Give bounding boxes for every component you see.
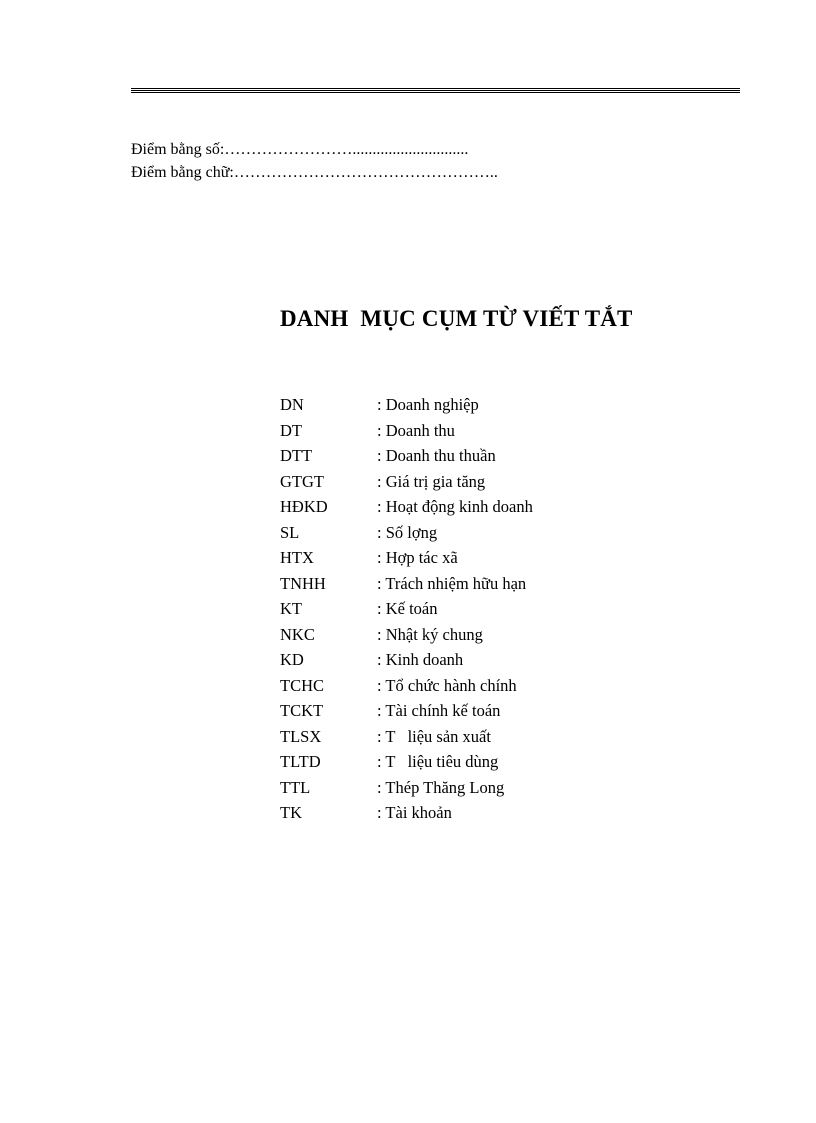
abbreviation-term: TCKT <box>280 701 324 720</box>
abbreviation-definition: : Hợp tác xã <box>377 548 458 567</box>
abbreviation-term: DN <box>280 395 304 414</box>
abbreviation-definition: : Doanh thu <box>377 420 455 440</box>
score-by-words: Điểm bằng chữ:………………………………………….. <box>131 164 498 181</box>
abbreviation-list <box>280 392 533 826</box>
abbreviation-definition: : Tài khoản <box>377 803 452 822</box>
abbreviation-row <box>280 494 533 520</box>
abbreviation-definition: : Tài chính kế toán <box>377 701 501 720</box>
abbreviation-definition: : Kinh doanh <box>377 650 464 669</box>
abbreviation-term: HĐKD <box>280 497 328 516</box>
abbreviation-row <box>280 698 533 724</box>
abbreviation-row <box>280 775 533 801</box>
abbreviation-row <box>280 622 533 648</box>
abbreviation-term: TLTD <box>280 752 321 771</box>
abbreviation-term: NKC <box>280 624 315 644</box>
abbreviation-definition: : Số lợng <box>377 522 438 542</box>
abbreviation-term: SL <box>280 522 300 542</box>
abbreviation-row <box>280 647 533 673</box>
abbreviation-row <box>280 596 533 622</box>
abbreviation-definition: : Trách nhiệm hữu hạn <box>377 573 527 593</box>
abbreviation-definition: : Thép Thăng Long <box>377 777 505 797</box>
abbreviation-row <box>280 392 533 418</box>
abbreviation-definition: : T liệu sản xuất <box>377 726 491 746</box>
abbreviation-definition: : Doanh thu thuần <box>377 446 496 465</box>
abbreviation-row <box>280 443 533 469</box>
abbreviation-term: DT <box>280 420 302 440</box>
abbreviation-row <box>280 571 533 597</box>
abbreviation-definition: : Doanh nghiệp <box>377 395 479 414</box>
abbreviation-term: KD <box>280 650 304 669</box>
header-rule-inner-line <box>131 90 740 91</box>
abbreviation-row <box>280 749 533 775</box>
abbreviation-term: DTT <box>280 446 313 465</box>
abbreviation-definition: : Giá trị gia tăng <box>377 471 486 491</box>
abbreviation-definition: : Kế toán <box>377 599 438 618</box>
abbreviation-term: TCHC <box>280 675 325 695</box>
abbreviation-term: TLSX <box>280 726 322 746</box>
header-double-rule <box>131 88 740 93</box>
abbreviation-term: TTL <box>280 777 311 797</box>
abbreviation-term: TK <box>280 803 302 822</box>
abbreviation-term: TNHH <box>280 573 326 593</box>
abbreviation-row <box>280 469 533 495</box>
abbreviation-row <box>280 673 533 699</box>
abbreviation-definition: : T liệu tiêu dùng <box>377 752 499 771</box>
score-block <box>131 138 498 184</box>
abbreviation-definition: : Hoạt động kinh doanh <box>377 497 533 516</box>
abbreviation-definition: : Nhật ký chung <box>377 624 483 644</box>
abbreviation-row <box>280 724 533 750</box>
abbreviation-term: GTGT <box>280 471 324 491</box>
abbreviation-row <box>280 520 533 546</box>
abbreviation-definition: : Tổ chức hành chính <box>377 675 517 695</box>
abbreviation-row <box>280 800 533 826</box>
abbreviation-term: KT <box>280 599 302 618</box>
abbreviation-row <box>280 545 533 571</box>
score-by-number: Điểm bằng số:……………………............................. <box>131 141 469 158</box>
abbreviation-row <box>280 418 533 444</box>
page-title: DANH MỤC CỤM TỪ VIẾT TẮT <box>280 306 633 331</box>
abbreviation-term: HTX <box>280 548 314 567</box>
